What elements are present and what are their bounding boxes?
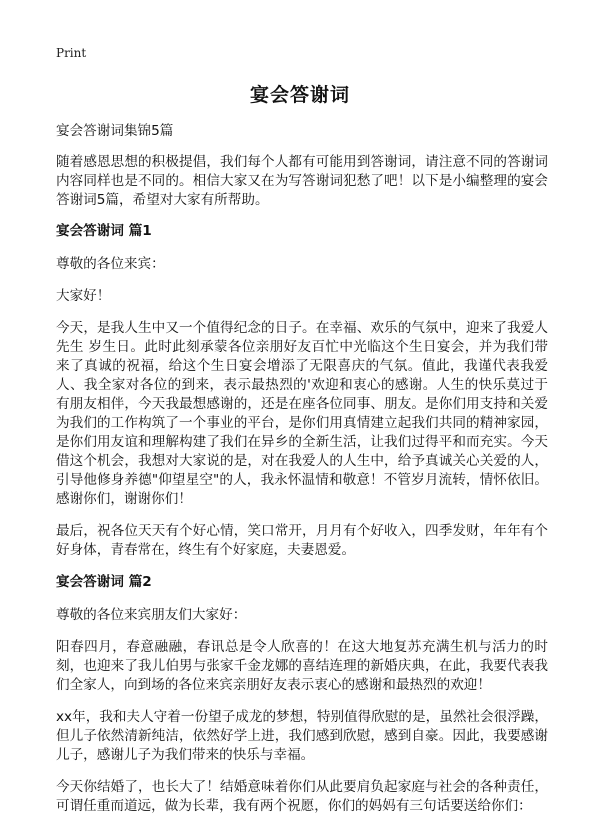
section-heading-2: 宴会答谢词 篇2 [56, 574, 152, 590]
paragraph: 尊敬的各位来宾： [56, 256, 165, 272]
paragraph: 大家好！ [56, 288, 111, 304]
paragraph: xx年，我和夫人守着一份望子成龙的梦想，特别值得欣慰的是，虽然社会很浮躁，但儿子依然清新纯洁，依然好学上进，我们感到欣慰，感到自豪。因此，我要感谢儿子，感谢儿子为我们带来的快乐与幸福。 [56, 709, 548, 763]
section-heading-1: 宴会答谢词 篇1 [56, 223, 152, 239]
paragraph: 最后，祝各位天天有个好心情，笑口常开，月月有个好收入，四季发财，年年有个好身体，青春常在，终生有个好家庭，夫妻恩爱。 [56, 523, 548, 558]
paragraph: 阳春四月，春意融融，春讯总是令人欣喜的！在这大地复苏充满生机与活力的时刻，也迎来了我儿伯男与张家千金龙娜的喜结连理的新婚庆典，在此，我要代表我们全家人，向到场的各位来宾亲朋好友表示衷心的感谢和最热烈的欢迎！ [56, 639, 548, 693]
paragraph: 今天你结婚了，也长大了！结婚意味着你们从此要肩负起家庭与社会的各种责任，可谓任重而道远，做为长辈，我有两个祝愿，你们的妈妈有三句话要送给你们： [56, 779, 548, 814]
intro-paragraph: 随着感恩思想的积极提倡，我们每个人都有可能用到答谢词，请注意不同的答谢词内容同样也是不同的。相信大家又在为写答谢词犯愁了吧！以下是小编整理的宴会答谢词5篇，希望对大家有所帮助。 [56, 154, 548, 208]
paragraph: 尊敬的各位来宾朋友们大家好： [56, 607, 247, 623]
article-body [56, 122, 548, 829]
paragraph: 今天，是我人生中又一个值得纪念的日子。在幸福、欢乐的气氛中，迎来了我爱人先生 岁生日。此时此刻承蒙各位亲朋好友百忙中光临这个生日宴会，并为我们带来了真诚的祝福，给这个生日宴会增添了无限喜庆的气氛。值此，我谨代表我爱人、我全家对各位的到来，表示最热烈的'欢迎和衷心的感谢。人生的快乐莫过于有朋友相伴，今天我最想感谢的，还是在座各位同事、朋友。是你们用支持和关爱为我们的工作构筑了一个事业的平台，是你们用真情建立起我们共同的精神家园，是你们用友谊和理解构建了我们在异乡的全新生活，让我们过得平和而充实。今天借这个机会，我想对大家说的是，对在我爱人的人生中，给予真诚关心关爱的人，引导他修身养德"仰望星空"的人，我永怀温情和敬意！不管岁月流转，情怀依旧。感谢你们，谢谢你们！ [56, 320, 548, 507]
print-link[interactable]: Print [56, 46, 87, 60]
page-title: 宴会答谢词 [249, 84, 350, 106]
article-subtitle: 宴会答谢词集锦5篇 [56, 123, 174, 139]
